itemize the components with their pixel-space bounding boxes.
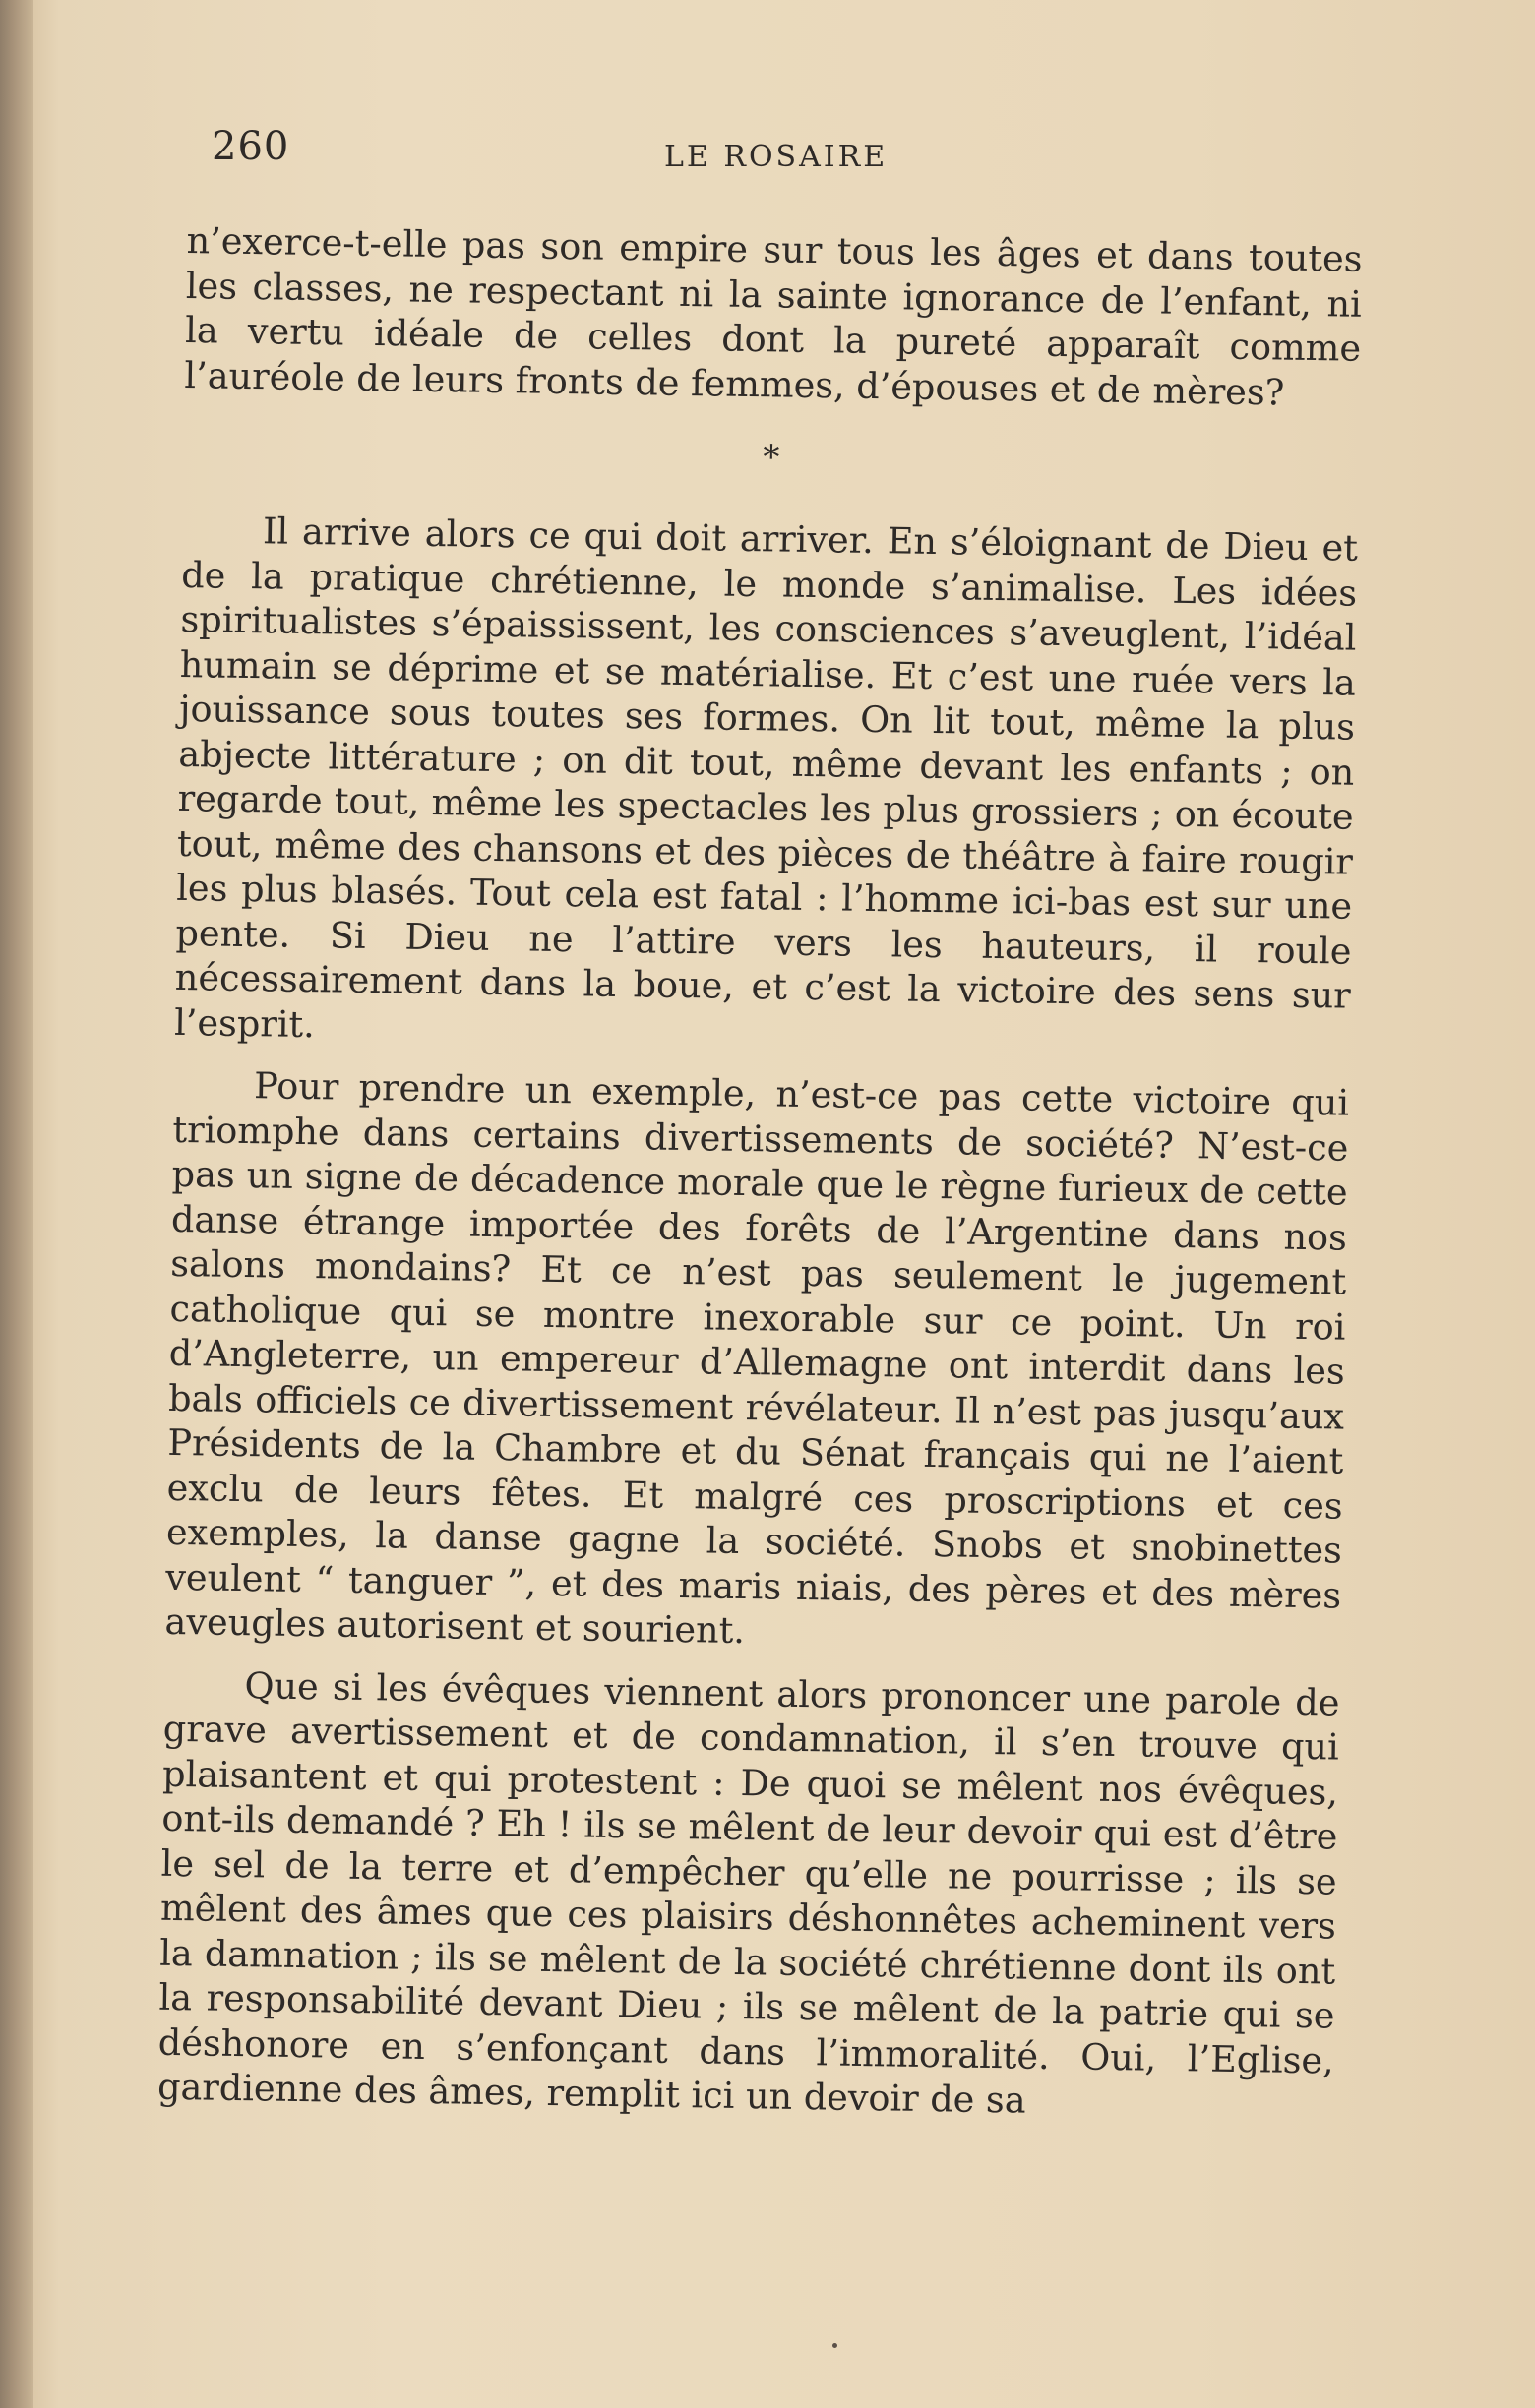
section-separator: * (762, 438, 780, 478)
body-text (157, 218, 1363, 2128)
running-head (212, 118, 1363, 187)
book-spine-shadow (0, 0, 33, 2408)
ink-speck (832, 2343, 837, 2348)
page-number: 260 (212, 124, 290, 169)
paragraph-2: Pour prendre un exemple, n’est-ce pas cette victoire qui triomphe dans certains divertissements de société? N’est-ce pas un signe de décadence morale que le règne furieux de cette danse étrange importée des forêts de l’Argentine dans nos salons mondains? Et ce n’est pas seulement le jugement catholique qui se montre inexorable sur ce point. Un roi d’Angleterre, un empereur d’Allemagne ont interdit dans les bals officiels ce divertissement révélateur. Il n’est pas jusqu’aux Présidents de la Chambre et du Sénat français qui ne l’aient exclu de leurs fêtes. Et malgré ces proscriptions et ces exemples, la danse gagne la société. Snobs et snobinettes veulent “ tanguer ”, et des maris niais, des pères et des mères aveugles autorisent et sourient. (164, 1064, 1350, 1653)
paragraph-3: Que si les évêques viennent alors prononcer une parole de grave avertissement et de condamnation, il s’en trouve qui plaisantent et qui protestent : De quoi se mêlent nos évêques, ont-ils demandé ? Eh ! ils se mêlent de leur devoir qui est d’être le sel de la terre et d’empêcher qu’elle ne pourrisse ; ils se mêlent des âmes que ces plaisirs déshonnêtes acheminent vers la damnation ; ils se mêlent de la société chrétienne dont ils ont la responsabilité devant Dieu ; ils se mêlent de la patrie qui se déshonore en s’enfonçant dans l’immoralité. Oui, l’Eglise, gardienne des âmes, remplit ici un devoir de sa (156, 1663, 1340, 2122)
continuation-paragraph: n’exerce-t-elle pas son empire sur tous les âges et dans toutes les classes, ne respectant ni la sainte ignorance de l’enfant, ni la vertu idéale de celles dont la pureté apparaît comme l’auréole de leurs fronts de femmes, d’épouses et de mères? (184, 218, 1363, 414)
paragraph-1: Il arrive alors ce qui doit arriver. En s’éloignant de Dieu et de la pratique chrétienne, le monde s’animalise. Les idées spiritualistes s’épaississent, les consciences s’aveuglent, l’idéal humain se déprime et se matérialise. Et c’est une ruée vers la jouissance sous toutes ses formes. On lit tout, même la plus abjecte littérature ; on dit tout, même devant les enfants ; on regarde tout, même les spectacles les plus grossiers ; on écoute tout, même des chansons et des pièces de théâtre à faire rougir les plus blasés. Tout cela est fatal : l’homme ici-bas est sur une pente. Si Dieu ne l’attire vers les hauteurs, il roule nécessairement dans la boue, et c’est la victoire des sens sur l’esprit. (173, 510, 1359, 1046)
journal-title: LE ROSAIRE (664, 140, 889, 174)
